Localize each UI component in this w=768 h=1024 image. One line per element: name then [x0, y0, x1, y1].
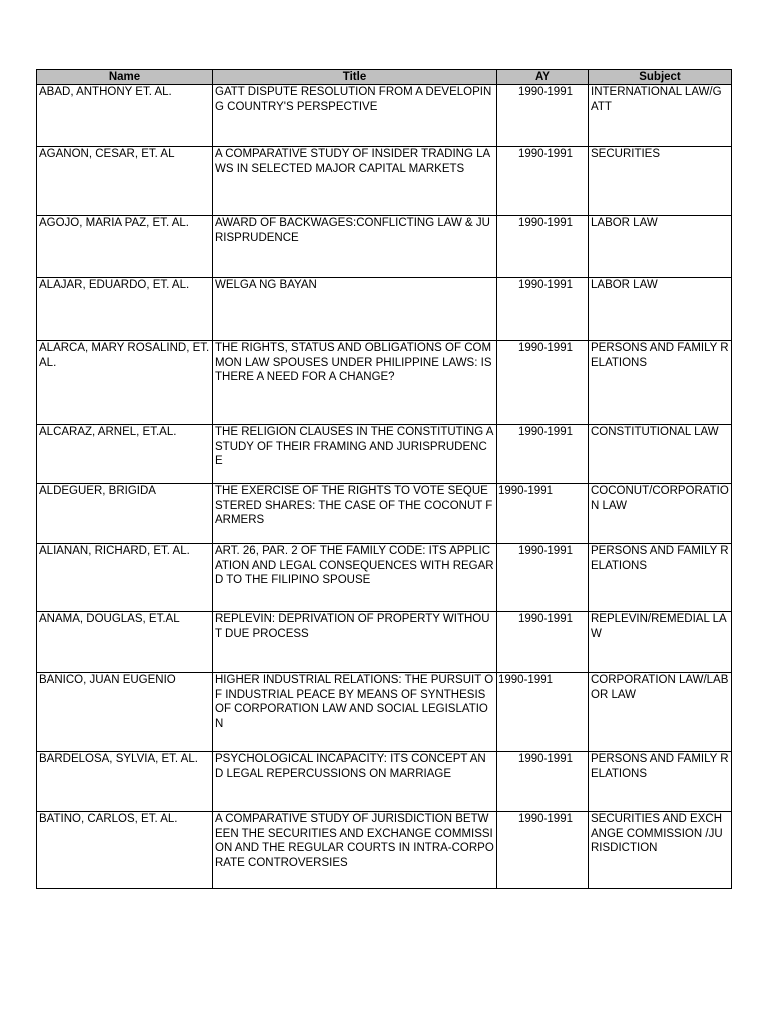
cell-title: HIGHER INDUSTRIAL RELATIONS: THE PURSUIT OF INDUSTRIAL PEACE BY MEANS OF SYNTHESIS OF CORPORATION LAW AND SOCIAL LEGISLATION — [213, 673, 497, 752]
cell-ay: 1990-1991 — [497, 752, 589, 812]
cell-title: GATT DISPUTE RESOLUTION FROM A DEVELOPING COUNTRY'S PERSPECTIVE — [213, 85, 497, 147]
header-row — [37, 70, 732, 85]
cell-name: ALAJAR, EDUARDO, ET. AL. — [37, 278, 213, 341]
cell-ay: 1990-1991 — [497, 673, 589, 752]
cell-ay: 1990-1991 — [497, 216, 589, 278]
thesis-table — [36, 69, 732, 889]
table-row — [37, 85, 732, 147]
cell-subject: COCONUT/CORPORATION LAW — [589, 484, 732, 544]
header-title: Title — [213, 70, 497, 85]
table-row — [37, 752, 732, 812]
cell-title: ART. 26, PAR. 2 OF THE FAMILY CODE: ITS APPLICATION AND LEGAL CONSEQUENCES WITH REGARD TO THE FILIPINO SPOUSE — [213, 544, 497, 612]
cell-subject: REPLEVIN/REMEDIAL LAW — [589, 612, 732, 673]
cell-subject: LABOR LAW — [589, 278, 732, 341]
cell-name: ALARCA, MARY ROSALIND, ET. AL. — [37, 341, 213, 425]
cell-title: REPLEVIN: DEPRIVATION OF PROPERTY WITHOUT DUE PROCESS — [213, 612, 497, 673]
cell-title: AWARD OF BACKWAGES:CONFLICTING LAW & JURISPRUDENCE — [213, 216, 497, 278]
cell-subject: INTERNATIONAL LAW/GATT — [589, 85, 732, 147]
cell-subject: PERSONS AND FAMILY RELATIONS — [589, 544, 732, 612]
table-row — [37, 341, 732, 425]
cell-name: ALDEGUER, BRIGIDA — [37, 484, 213, 544]
cell-title: THE RELIGION CLAUSES IN THE CONSTITUTING A STUDY OF THEIR FRAMING AND JURISPRUDENCE — [213, 425, 497, 484]
cell-subject: LABOR LAW — [589, 216, 732, 278]
table-row — [37, 425, 732, 484]
cell-ay: 1990-1991 — [497, 85, 589, 147]
cell-title: A COMPARATIVE STUDY OF INSIDER TRADING LAWS IN SELECTED MAJOR CAPITAL MARKETS — [213, 147, 497, 216]
table-row — [37, 673, 732, 752]
cell-name: BARDELOSA, SYLVIA, ET. AL. — [37, 752, 213, 812]
cell-name: ALCARAZ, ARNEL, ET.AL. — [37, 425, 213, 484]
cell-title: A COMPARATIVE STUDY OF JURISDICTION BETWEEN THE SECURITIES AND EXCHANGE COMMISSION AND THE REGULAR COURTS IN INTRA-CORPORATE CONTROVERSIES — [213, 812, 497, 889]
table-row — [37, 812, 732, 889]
table-row — [37, 612, 732, 673]
cell-subject: SECURITIES — [589, 147, 732, 216]
cell-name: AGOJO, MARIA PAZ, ET. AL. — [37, 216, 213, 278]
cell-name: BATINO, CARLOS, ET. AL. — [37, 812, 213, 889]
cell-subject: CORPORATION LAW/LABOR LAW — [589, 673, 732, 752]
cell-ay: 1990-1991 — [497, 484, 589, 544]
cell-title: THE RIGHTS, STATUS AND OBLIGATIONS OF COMMON LAW SPOUSES UNDER PHILIPPINE LAWS: IS THERE A NEED FOR A CHANGE? — [213, 341, 497, 425]
cell-ay: 1990-1991 — [497, 425, 589, 484]
cell-ay: 1990-1991 — [497, 812, 589, 889]
table-row — [37, 544, 732, 612]
table-row — [37, 484, 732, 544]
cell-name: ABAD, ANTHONY ET. AL. — [37, 85, 213, 147]
cell-ay: 1990-1991 — [497, 278, 589, 341]
header-name: Name — [37, 70, 213, 85]
table-row — [37, 216, 732, 278]
cell-title: THE EXERCISE OF THE RIGHTS TO VOTE SEQUESTERED SHARES: THE CASE OF THE COCONUT FARMERS — [213, 484, 497, 544]
table-row — [37, 278, 732, 341]
cell-name: AGANON, CESAR, ET. AL — [37, 147, 213, 216]
cell-subject: PERSONS AND FAMILY RELATIONS — [589, 752, 732, 812]
header-subject: Subject — [589, 70, 732, 85]
cell-ay: 1990-1991 — [497, 612, 589, 673]
cell-title: WELGA NG BAYAN — [213, 278, 497, 341]
cell-title: PSYCHOLOGICAL INCAPACITY: ITS CONCEPT AND LEGAL REPERCUSSIONS ON MARRIAGE — [213, 752, 497, 812]
cell-name: ALIANAN, RICHARD, ET. AL. — [37, 544, 213, 612]
cell-subject: SECURITIES AND EXCHANGE COMMISSION /JURISDICTION — [589, 812, 732, 889]
cell-subject: PERSONS AND FAMILY RELATIONS — [589, 341, 732, 425]
cell-ay: 1990-1991 — [497, 544, 589, 612]
cell-subject: CONSTITUTIONAL LAW — [589, 425, 732, 484]
header-ay: AY — [497, 70, 589, 85]
table-row — [37, 147, 732, 216]
cell-ay: 1990-1991 — [497, 341, 589, 425]
cell-name: BANICO, JUAN EUGENIO — [37, 673, 213, 752]
cell-name: ANAMA, DOUGLAS, ET.AL — [37, 612, 213, 673]
cell-ay: 1990-1991 — [497, 147, 589, 216]
